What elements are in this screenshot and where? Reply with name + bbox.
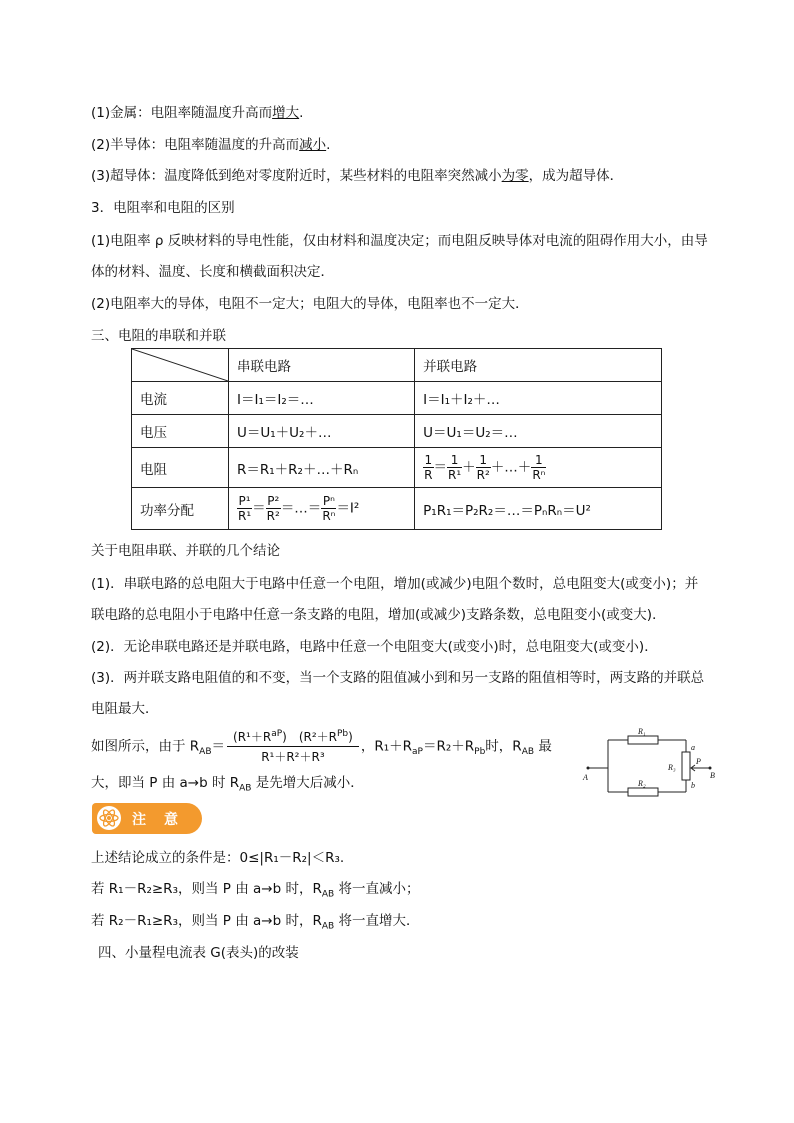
text: 时，R xyxy=(485,738,522,755)
label-r3: R₃ xyxy=(668,763,676,772)
heading-resistivity-vs-resistance: 3．电阻率和电阻的区别 xyxy=(91,200,235,216)
row-label-voltage: 电压 xyxy=(132,415,229,448)
parallel-power: P₁R₁＝P₂R₂＝…＝PₙRₙ＝U² xyxy=(415,488,662,530)
conclusions-title: 关于电阻串联、并联的几个结论 xyxy=(91,543,280,559)
note-condition: 上述结论成立的条件是：0≤|R₁－R₂|＜R₃. xyxy=(91,850,345,866)
series-voltage: U＝U₁＋U₂＋… xyxy=(229,415,415,448)
conclusion-1b: 联电路的总电阻小于电路中任意一条支路的电阻，增加(或减少)支路条数，总电阻变小(或变大)． xyxy=(91,607,666,623)
rab-formula: 如图所示，由于 $R_{AB}=$ $\frac{(R^1+R^{aP}) (R^2+R^{Pb})}{\text{R¹＋R²＋R³}}$ ，$R_1+R_{aP}=R_2+R_{Pb}$时，$R_{AB}$ 最 xyxy=(91,729,552,764)
parallel-resistance: $\frac{1}{R}$ ＝ $\frac{1}{\text{R¹}}$ ＋ $\frac{1}{\text{R²}}$ ＋…＋ $\frac{1}{\text{Rⁿ}}$ xyxy=(415,448,662,488)
paragraph-resistivity-2: (2)电阻率大的导体，电阻不一定大；电阻大的导体，电阻率也不一定大． xyxy=(91,296,529,312)
formula-line-2 xyxy=(91,773,364,793)
table-row xyxy=(132,415,662,448)
subscript: AB xyxy=(321,889,335,900)
resistor-r1 xyxy=(628,736,658,744)
subscript: AB xyxy=(199,747,212,758)
note-case-1 xyxy=(91,879,419,899)
subscript: Pb xyxy=(474,747,486,758)
header-series: 串联电路 xyxy=(229,349,415,382)
subscript: AB xyxy=(521,747,535,758)
subscript: AB xyxy=(321,921,335,932)
row-label-current: 电流 xyxy=(132,382,229,415)
text: 最 xyxy=(534,738,552,755)
series-resistance: R＝R₁＋R₂＋…＋Rₙ xyxy=(229,448,415,488)
fraction: $\frac{(R^1+R^{aP}) (R^2+R^{Pb})}{\text{R¹＋R²＋R³}}$ xyxy=(227,728,359,765)
conclusion-3a: (3)．两并联支路电阻值的和不变，当一个支路的阻值减小到和另一支路的阻值相等时，两支路的并联总 xyxy=(91,670,705,686)
header-parallel: 并联电路 xyxy=(415,349,662,382)
text: (3)超导体：温度降低到绝对零度附近时，某些材料的电阻率突然减小 xyxy=(91,168,502,184)
fraction: $\frac{1}{\text{Rⁿ}}$ xyxy=(532,453,546,482)
heading-series-parallel: 三、电阻的串联和并联 xyxy=(91,328,226,344)
underlined-answer: 增大 xyxy=(272,105,300,121)
text: (2)半导体：电阻率随温度的升高而 xyxy=(91,137,300,153)
fraction: $\frac{\text{P²}}{\text{R²}}$ xyxy=(266,494,280,523)
fraction: $\frac{1}{\text{R²}}$ xyxy=(476,453,490,482)
label-r2: R₂ xyxy=(638,779,646,788)
text: 大，即当 P 由 a→b 时 R xyxy=(91,775,240,791)
text: 若 R₂－R₁≥R₃，则当 P 由 a→b 时，R xyxy=(91,913,322,929)
label-b: b xyxy=(691,781,695,790)
heading-galvanometer: 四、小量程电流表 G(表头)的改装 xyxy=(98,945,299,961)
paragraph-resistivity-1a: (1)电阻率 ρ 反映材料的导电性能，仅由材料和温度决定；而电阻反映导体对电流的阻碍作用大小，由导 xyxy=(91,233,708,249)
subscript: aP xyxy=(412,747,423,758)
label-B: B xyxy=(710,771,715,780)
text: 如图所示，由于 R xyxy=(91,738,200,755)
paragraph-resistivity-1b: 体的材料、温度、长度和横截面积决定． xyxy=(91,264,334,280)
table-row xyxy=(132,448,662,488)
series-power: $\frac{\text{P¹}}{\text{R¹}}$ ＝ $\frac{\text{P²}}{\text{R²}}$ ＝…＝ $\frac{\text{Pⁿ}}{\text{Rⁿ}}$ ＝I² xyxy=(229,488,415,530)
text: ＝I² xyxy=(336,500,360,517)
text: . xyxy=(326,137,331,153)
series-parallel-table xyxy=(131,348,662,530)
paragraph-superconductor xyxy=(91,166,623,186)
fraction: $\frac{1}{\text{R¹}}$ xyxy=(448,453,462,482)
resistor-r2 xyxy=(628,788,658,796)
fraction: $\frac{\text{P¹}}{\text{R¹}}$ xyxy=(238,494,252,523)
conclusion-2: (2)．无论串联电路还是并联电路，电路中任意一个电阻变大(或变小)时，总电阻变大(或变小)． xyxy=(91,639,658,655)
resistor-r3 xyxy=(682,752,690,780)
label-a: a xyxy=(691,743,695,752)
paragraph-semiconductor xyxy=(91,135,330,155)
text: . xyxy=(299,105,304,121)
table-header-row xyxy=(132,349,662,382)
underlined-answer: 减小 xyxy=(299,137,327,153)
subscript: AB xyxy=(239,783,252,794)
table-row xyxy=(132,382,662,415)
row-label-resistance: 电阻 xyxy=(132,448,229,488)
diagonal-header-cell xyxy=(132,349,229,382)
label-r1: R₁ xyxy=(638,728,646,736)
text: 是先增大后减小． xyxy=(251,775,364,791)
underlined-answer: 为零 xyxy=(501,168,529,184)
circuit-diagram xyxy=(578,728,718,800)
conclusion-1a: (1)．串联电路的总电阻大于电路中任意一个电阻，增加(或减少)电阻个数时，总电阻变大(或变小)；并 xyxy=(91,576,699,592)
text: ＝R₂＋R xyxy=(422,738,475,755)
text: (1)金属：电阻率随温度升高而 xyxy=(91,105,273,121)
fraction: $\frac{1}{R}$ xyxy=(424,453,433,482)
fraction: $\frac{\text{Pⁿ}}{\text{Rⁿ}}$ xyxy=(322,494,336,523)
label-p: P xyxy=(696,757,701,766)
note-badge xyxy=(92,803,202,834)
text: 若 R₁－R₂≥R₃，则当 P 由 a→b 时，R xyxy=(91,881,322,897)
table-row xyxy=(132,488,662,530)
paragraph-metal xyxy=(91,103,303,123)
text: ，R₁＋R xyxy=(360,738,413,755)
label-A: A xyxy=(583,773,588,782)
parallel-voltage: U＝U₁＝U₂＝… xyxy=(415,415,662,448)
text: ，成为超导体． xyxy=(528,168,624,184)
diagonal-line xyxy=(132,349,228,381)
text: 将一直减小； xyxy=(334,881,420,897)
note-case-2 xyxy=(91,911,419,931)
parallel-current: I＝I₁＋I₂＋… xyxy=(415,382,662,415)
row-label-power: 功率分配 xyxy=(132,488,229,530)
atom-icon xyxy=(96,805,122,831)
note-label: 注意 xyxy=(132,812,196,828)
series-current: I＝I₁＝I₂＝… xyxy=(229,382,415,415)
text: 将一直增大． xyxy=(334,913,420,929)
conclusion-3b: 电阻最大． xyxy=(91,701,159,717)
